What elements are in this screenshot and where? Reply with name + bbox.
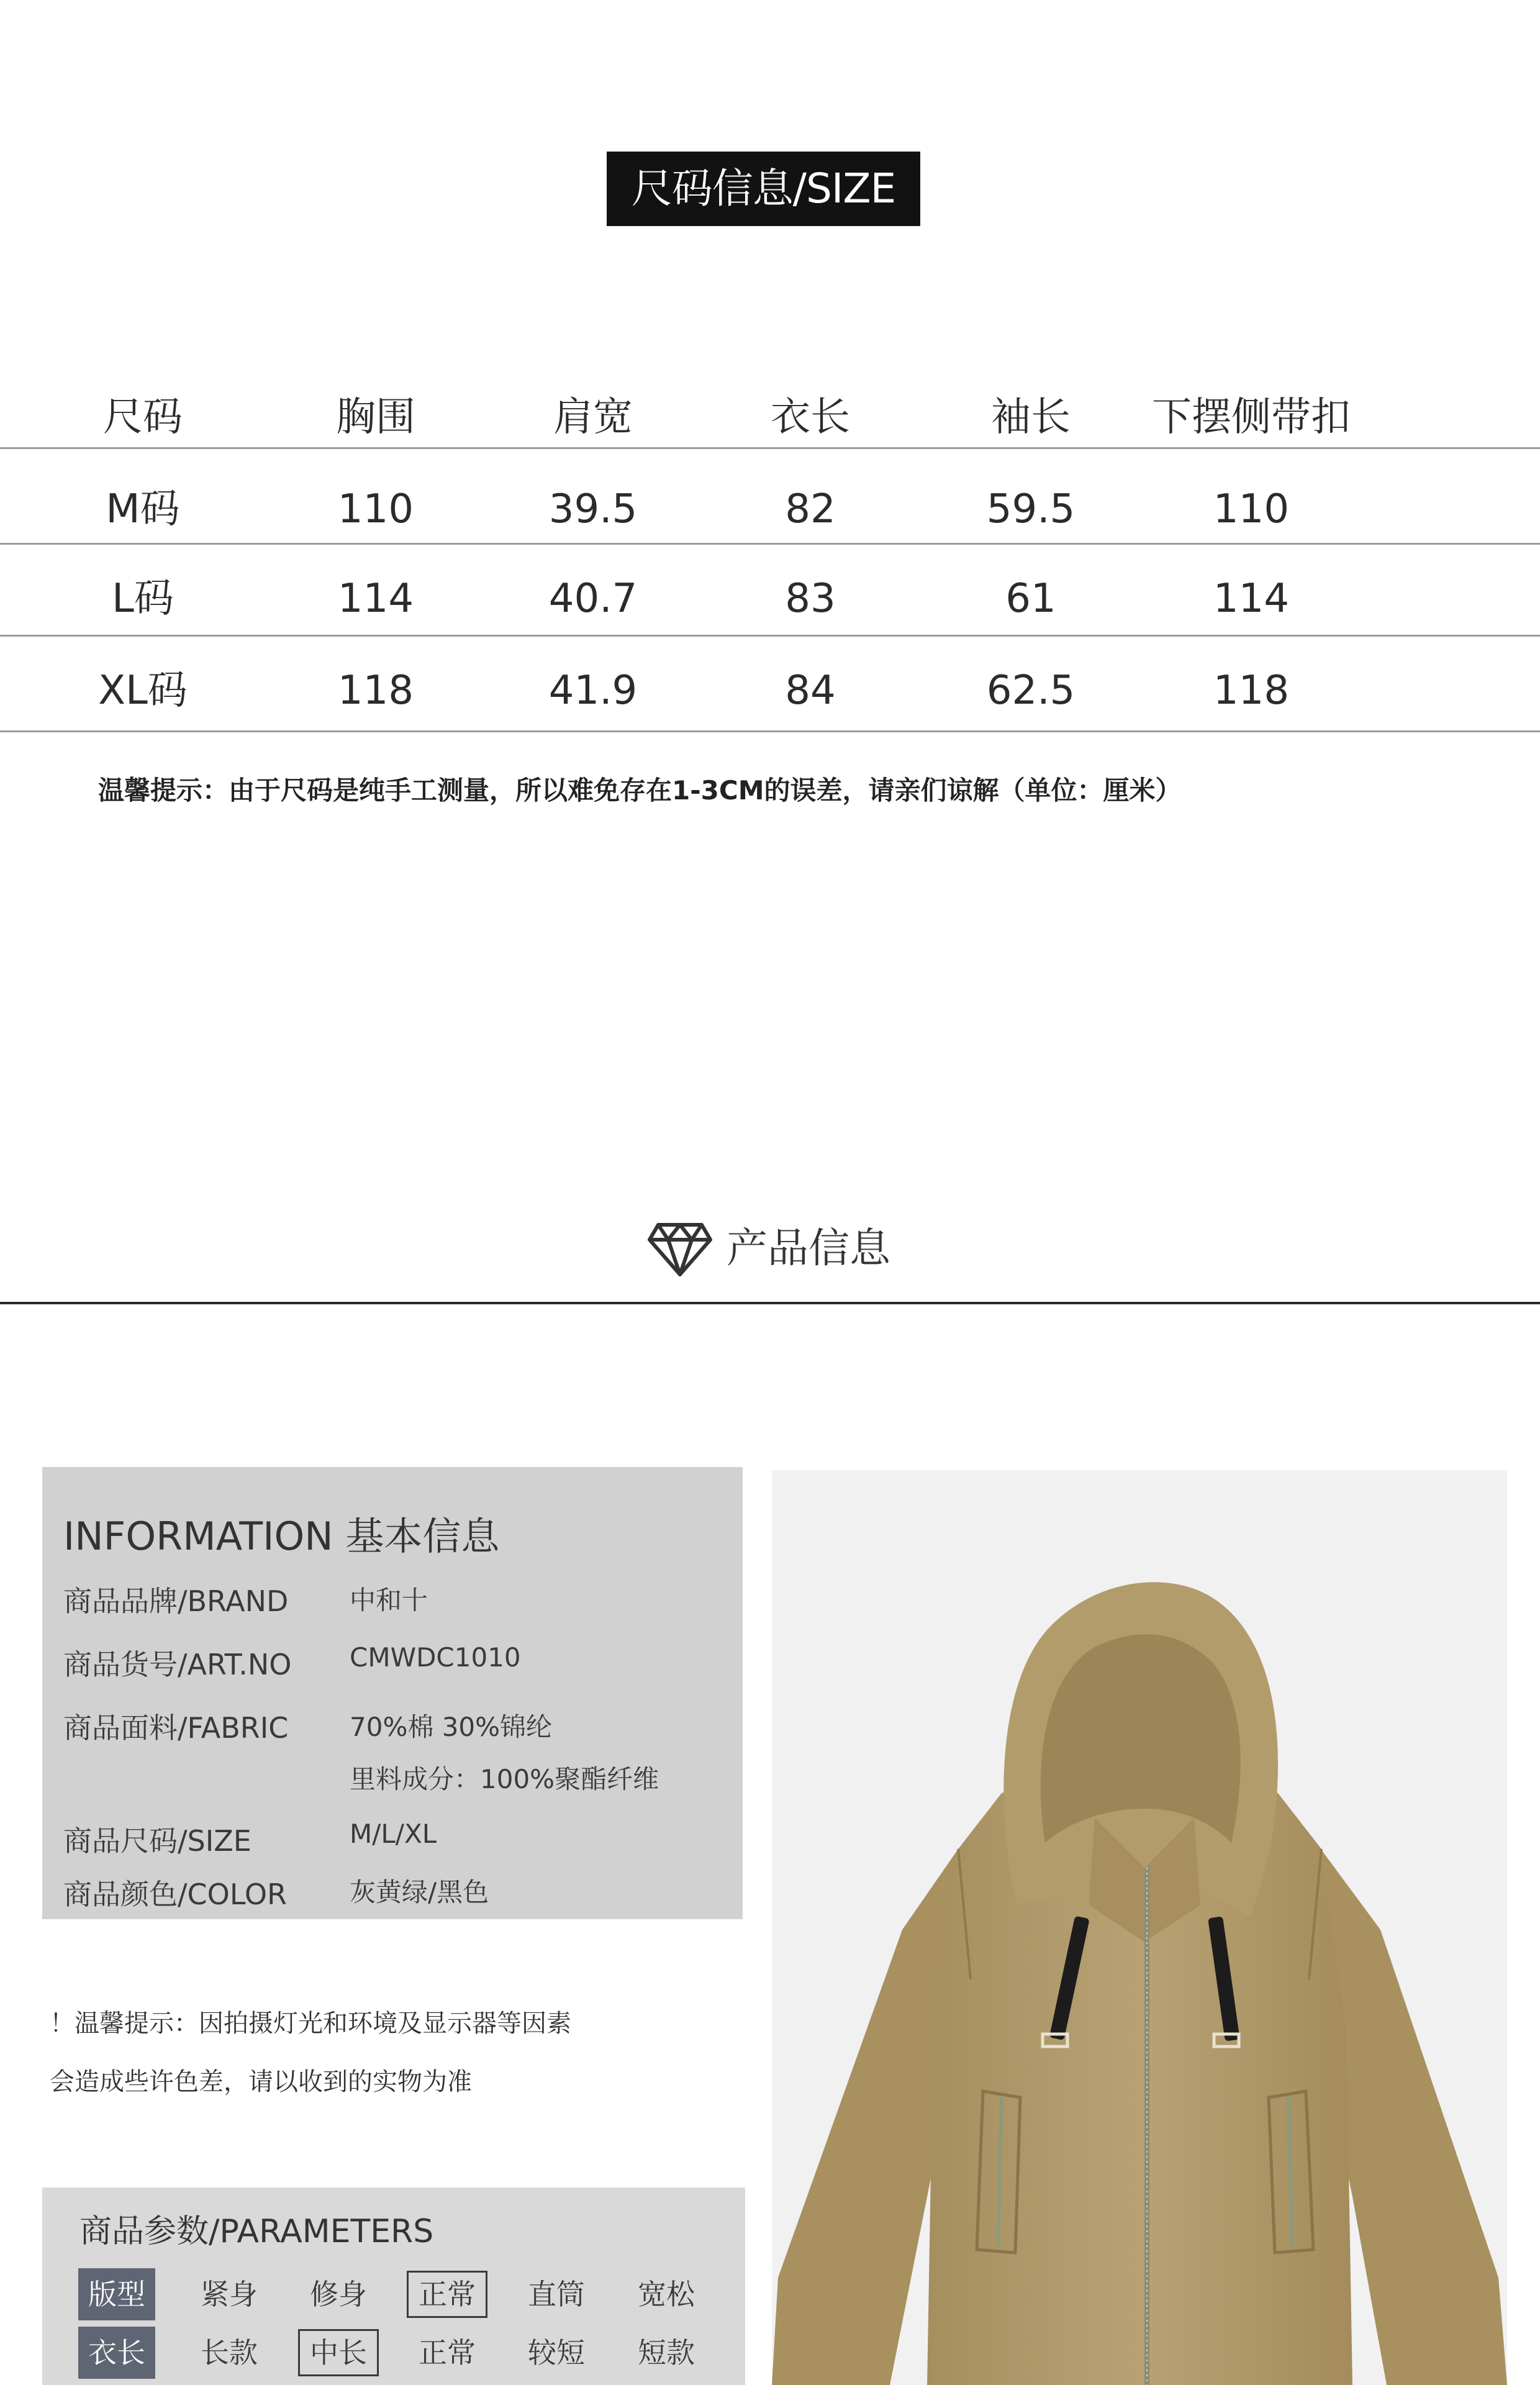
- cell-chest: 114: [337, 576, 414, 622]
- brand-label: 商品品牌/BRAND: [63, 1584, 289, 1618]
- param-label-length: 衣长: [78, 2327, 155, 2379]
- cell-size: L码: [112, 576, 174, 622]
- cell-hem-buckle: 118: [1213, 668, 1290, 714]
- art-no-label: 商品货号/ART.NO: [63, 1648, 292, 1681]
- cell-chest: 110: [337, 486, 414, 532]
- cell-size: M码: [106, 486, 180, 532]
- art-no-value: CMWDC1010: [350, 1642, 521, 1673]
- table-divider: [0, 635, 1540, 637]
- header-chest: 胸围: [336, 394, 415, 440]
- color-notice-line2: 会造成些许色差，请以收到的实物为准: [50, 2068, 472, 2096]
- information-title: INFORMATION 基本信息: [63, 1514, 500, 1559]
- parameters-panel: [42, 2187, 745, 2385]
- cell-hem-buckle: 110: [1213, 486, 1290, 532]
- cell-hem-buckle: 114: [1213, 576, 1290, 622]
- cell-length: 84: [785, 668, 836, 714]
- param-option-selected: 中长: [298, 2329, 379, 2376]
- header-shoulder: 肩宽: [553, 394, 633, 440]
- header-sleeve: 袖长: [991, 394, 1071, 440]
- product-photo: [772, 1470, 1507, 2385]
- cell-sleeve: 61: [1005, 576, 1056, 622]
- parameters-title: 商品参数/PARAMETERS: [79, 2213, 434, 2250]
- table-divider: [0, 730, 1540, 732]
- param-option: 短款: [638, 2336, 695, 2369]
- cell-sleeve: 62.5: [986, 668, 1076, 714]
- cell-shoulder: 39.5: [548, 486, 638, 532]
- param-option-selected: 正常: [407, 2271, 487, 2318]
- cell-shoulder: 41.9: [548, 668, 638, 714]
- product-info-title: 产品信息: [727, 1224, 890, 1272]
- color-value: 灰黄绿/黑色: [350, 1877, 489, 1907]
- header-hem-buckle: 下摆侧带扣: [1152, 394, 1351, 440]
- size-note: 温馨提示：由于尺码是纯手工测量，所以难免存在1-3CM的误差，请亲们谅解（单位：厘米）: [98, 775, 1182, 806]
- lining-value: 里料成分：100%聚酯纤维: [350, 1764, 659, 1794]
- color-notice-line1: ！温馨提示：因拍摄灯光和环境及显示器等因素: [50, 2009, 571, 2038]
- color-label: 商品颜色/COLOR: [63, 1878, 287, 1911]
- size-section-title: 尺码信息/SIZE: [607, 152, 920, 226]
- cell-chest: 118: [337, 668, 414, 714]
- table-divider: [0, 447, 1540, 449]
- param-option: 长款: [201, 2336, 258, 2369]
- param-option: 修身: [310, 2278, 367, 2311]
- cell-size: XL码: [98, 668, 188, 714]
- param-option: 较短: [528, 2336, 585, 2369]
- fabric-label: 商品面料/FABRIC: [63, 1711, 289, 1745]
- size-row-xl: [0, 646, 1540, 736]
- size-table: [0, 373, 1540, 733]
- table-divider: [0, 543, 1540, 545]
- cell-shoulder: 40.7: [548, 576, 638, 622]
- size-row-m: [0, 465, 1540, 555]
- header-length: 衣长: [771, 394, 850, 440]
- param-label-fit: 版型: [78, 2268, 155, 2320]
- param-option: 正常: [419, 2336, 476, 2369]
- param-option: 直筒: [528, 2278, 585, 2311]
- param-option: 宽松: [638, 2278, 695, 2311]
- diamond-icon: [646, 1217, 714, 1279]
- size-row-l: [0, 554, 1540, 644]
- param-option: 紧身: [201, 2278, 258, 2311]
- size-table-header-row: [0, 373, 1540, 463]
- cell-length: 82: [785, 486, 836, 532]
- hooded-coat-illustration: [772, 1470, 1507, 2385]
- brand-value: 中和十: [350, 1585, 428, 1615]
- cell-length: 83: [785, 576, 836, 622]
- information-panel: [42, 1467, 743, 1919]
- size-value: M/L/XL: [350, 1819, 437, 1849]
- cell-sleeve: 59.5: [986, 486, 1076, 532]
- size-label: 商品尺码/SIZE: [63, 1824, 251, 1858]
- header-size: 尺码: [103, 394, 183, 440]
- fabric-value: 70%棉 30%锦纶: [350, 1712, 553, 1742]
- product-info-divider: [0, 1302, 1540, 1304]
